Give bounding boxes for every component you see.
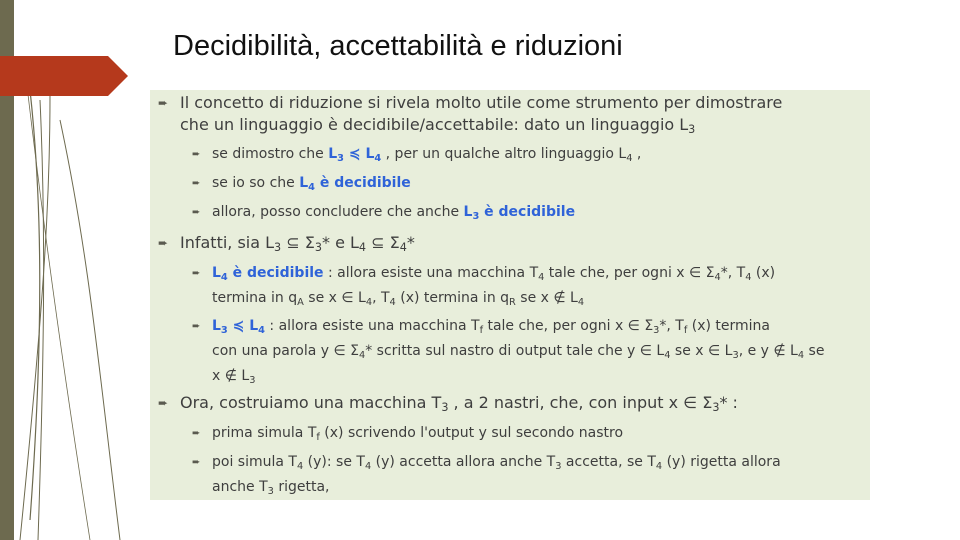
arrow-bullet-icon: ➨	[192, 207, 201, 218]
arrow-bullet-icon: ➨	[158, 396, 169, 410]
sub-bullet-dimostro: ➨ se dimostro che $L_3$ ≼ $L_4$ , per un qualche altro linguaggio $L_4$ ,	[192, 146, 642, 164]
arrow-bullet-icon: ➨	[192, 457, 201, 468]
arrow-bullet-icon: ➨	[158, 96, 169, 110]
arrow-bullet-icon: ➨	[192, 178, 201, 189]
arrow-bullet-icon: ➨	[192, 428, 201, 439]
arrow-bullet-icon: ➨	[192, 321, 201, 332]
title-arrow-banner	[0, 56, 130, 96]
sub-bullet-concludere: ➨ allora, posso concludere che anche $L_3$ è decidibile	[192, 204, 576, 222]
content-area	[150, 90, 870, 500]
arrow-bullet-icon: ➨	[158, 236, 169, 250]
sub-bullet-l4-decidibile: ➨ $L_4$ è decidibile : allora esiste una macchina $T_4$ tale che, per ogni x ∈ $\Sigma_4*$, $T_4$ (x) termina in $q_A$ se x ∈ $L_4$, $T_4$ (x) termina in $q_R$ se x ∉ $L_4$	[192, 265, 776, 308]
arrow-bullet-icon: ➨	[192, 149, 201, 160]
arrow-bullet-icon: ➨	[192, 268, 201, 279]
slide-title: Decidibilità, accettabilità e riduzioni	[173, 30, 623, 62]
sub-bullet-riduzione-l3-l4: ➨ $L_3$ ≼ $L_4$ : allora esiste una macchina $T_f$ tale che, per ogni x ∈ $\Sigma_3*$, $T_f$ (x) termina con una parola y ∈ $\Sigma_4*$ scritta sul nastro di output tale che y ∈ $L_4$ se x ∈ $L_3$, e y ∉ $L_4$ se x ∉ $L_3$	[192, 318, 825, 386]
bullet-costruiamo: ➨ Ora, costruiamo una macchina $T_3$ , a 2 nastri, che, con input x ∈ $\Sigma_3*$ :	[158, 393, 738, 414]
sub-bullet-prima-simula: ➨ prima simula $T_f$ (x) scrivendo l'output y sul secondo nastro	[192, 425, 624, 443]
bullet-riduzione: ➨ Il concetto di riduzione si rivela molto utile come strumento per dimostrare che un linguaggio è decidibile/accettabile: dato un linguaggio $L_3$	[158, 93, 783, 136]
sub-bullet-poi-simula: ➨ poi simula $T_4$ (y): se $T_4$ (y) accetta allora anche $T_3$ accetta, se $T_4$ (y) rigetta allora anche $T_3$ rigetta,	[192, 454, 781, 497]
sub-bullet-so-decidibile: ➨ se io so che $L_4$ è decidibile	[192, 175, 411, 193]
bullet-infatti: ➨ Infatti, sia $L_3$ ⊆ $\Sigma_3*$ e $L_4$ ⊆ $\Sigma_4*$	[158, 233, 415, 254]
